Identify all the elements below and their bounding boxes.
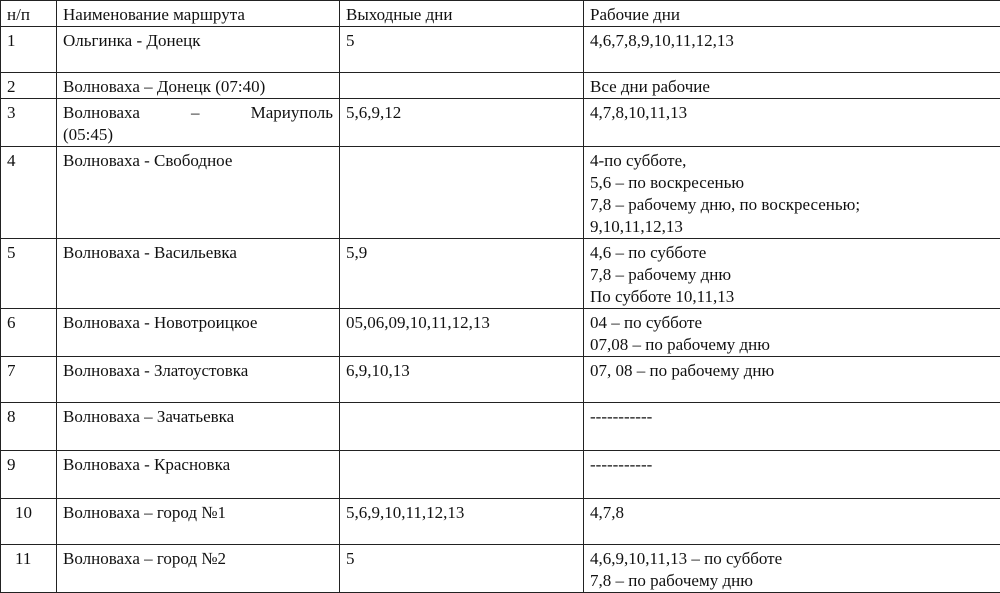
header-route-name: Наименование маршрута xyxy=(57,1,340,27)
route-name-justified-line xyxy=(63,102,333,124)
route-name-line: (05:45) xyxy=(63,124,333,146)
days-off: 5 xyxy=(340,545,584,593)
days-off xyxy=(340,451,584,499)
route-name: Волноваха - Новотроицкое xyxy=(57,309,340,357)
days-off xyxy=(340,73,584,99)
working-days-line: 5,6 – по воскресенью xyxy=(590,172,994,194)
route-name: Ольгинка - Донецк xyxy=(57,27,340,73)
table-row xyxy=(1,239,1000,309)
days-off xyxy=(340,403,584,451)
table-row xyxy=(1,73,1000,99)
row-number: 7 xyxy=(1,357,57,403)
route-name: Волноваха - Златоустовка xyxy=(57,357,340,403)
table-row xyxy=(1,499,1000,545)
working-days xyxy=(584,499,1000,545)
table-row xyxy=(1,27,1000,73)
working-days xyxy=(584,357,1000,403)
header-working-days: Рабочие дни xyxy=(584,1,1000,27)
row-number: 9 xyxy=(1,451,57,499)
table-row xyxy=(1,147,1000,239)
row-number: 4 xyxy=(1,147,57,239)
working-days xyxy=(584,73,1000,99)
working-days xyxy=(584,451,1000,499)
working-days-line: 4,6 – по субботе xyxy=(590,242,994,264)
days-off: 5 xyxy=(340,27,584,73)
working-days-line: 04 – по субботе xyxy=(590,312,994,334)
row-number: 8 xyxy=(1,403,57,451)
working-days-line: 4-по субботе, xyxy=(590,150,994,172)
working-days-line: 4,6,7,8,9,10,11,12,13 xyxy=(590,30,994,52)
working-days-line: 7,8 – по рабочему дню xyxy=(590,570,994,592)
days-off: 5,9 xyxy=(340,239,584,309)
working-days-line: 7,8 – рабочему дню xyxy=(590,264,994,286)
route-name xyxy=(57,99,340,147)
header-number: н/п xyxy=(1,1,57,27)
route-name: Волноваха – город №1 xyxy=(57,499,340,545)
working-days-line: 7,8 – рабочему дню, по воскресенью; xyxy=(590,194,994,216)
row-number: 3 xyxy=(1,99,57,147)
working-days xyxy=(584,403,1000,451)
working-days-line: Все дни рабочие xyxy=(590,76,994,98)
route-name: Волноваха - Свободное xyxy=(57,147,340,239)
working-days-line: 4,7,8,10,11,13 xyxy=(590,102,994,124)
working-days xyxy=(584,27,1000,73)
route-name-part: Мариуполь xyxy=(251,102,333,124)
working-days-line: 4,7,8 xyxy=(590,502,994,524)
route-name: Волноваха - Васильевка xyxy=(57,239,340,309)
table-row xyxy=(1,403,1000,451)
working-days xyxy=(584,99,1000,147)
working-days xyxy=(584,239,1000,309)
route-name: Волноваха – Донецк (07:40) xyxy=(57,73,340,99)
working-days-line: 07,08 – по рабочему дню xyxy=(590,334,994,356)
table-body xyxy=(1,27,1000,593)
route-name: Волноваха – город №2 xyxy=(57,545,340,593)
row-number: 6 xyxy=(1,309,57,357)
days-off: 6,9,10,13 xyxy=(340,357,584,403)
route-name: Волноваха - Красновка xyxy=(57,451,340,499)
working-days-line: ----------- xyxy=(590,406,994,428)
working-days-line: 07, 08 – по рабочему дню xyxy=(590,360,994,382)
row-number: 5 xyxy=(1,239,57,309)
days-off: 5,6,9,12 xyxy=(340,99,584,147)
working-days-line: 4,6,9,10,11,13 – по субботе xyxy=(590,548,994,570)
row-number: 1 xyxy=(1,27,57,73)
working-days-line: 9,10,11,12,13 xyxy=(590,216,994,238)
table-row xyxy=(1,545,1000,593)
row-number: 11 xyxy=(1,545,57,593)
days-off xyxy=(340,147,584,239)
header-days-off: Выходные дни xyxy=(340,1,584,27)
working-days xyxy=(584,309,1000,357)
table-row xyxy=(1,309,1000,357)
days-off: 5,6,9,10,11,12,13 xyxy=(340,499,584,545)
table-row xyxy=(1,451,1000,499)
working-days xyxy=(584,545,1000,593)
working-days xyxy=(584,147,1000,239)
row-number: 2 xyxy=(1,73,57,99)
working-days-line: По субботе 10,11,13 xyxy=(590,286,994,308)
table-row xyxy=(1,357,1000,403)
working-days-line: ----------- xyxy=(590,454,994,476)
route-name-part: Волноваха xyxy=(63,102,140,124)
table-header-row xyxy=(1,1,1000,27)
route-name-part: – xyxy=(191,102,200,124)
row-number: 10 xyxy=(1,499,57,545)
days-off: 05,06,09,10,11,12,13 xyxy=(340,309,584,357)
route-name: Волноваха – Зачатьевка xyxy=(57,403,340,451)
table-row xyxy=(1,99,1000,147)
